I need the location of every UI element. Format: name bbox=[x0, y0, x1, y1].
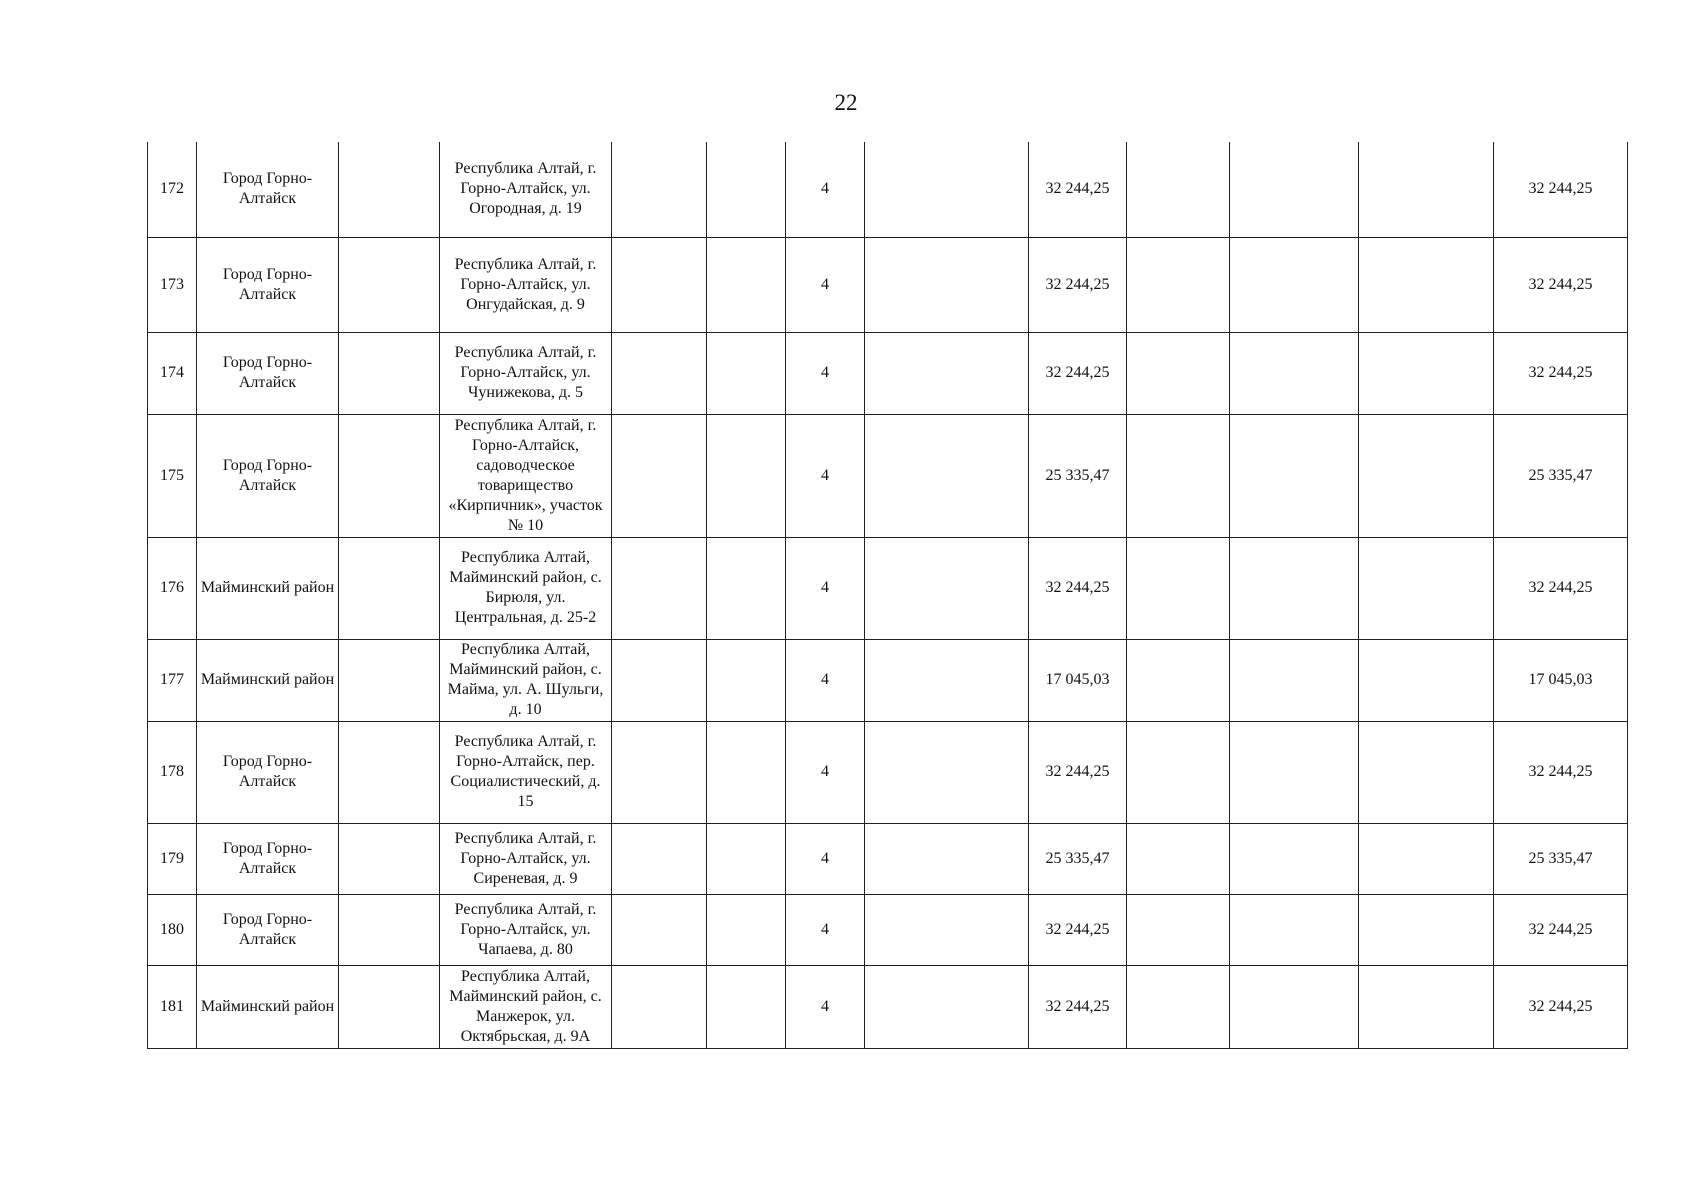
address-cell: Республика Алтай, г. Горно-Алтайск, ул. Огородная, д. 19 bbox=[440, 142, 612, 237]
empty-cell bbox=[865, 332, 1029, 414]
total-cell: 32 244,25 bbox=[1494, 721, 1628, 823]
row-number: 180 bbox=[148, 894, 197, 965]
empty-cell bbox=[1127, 965, 1230, 1048]
empty-cell bbox=[1127, 142, 1230, 237]
empty-cell bbox=[707, 965, 786, 1048]
address-cell: Республика Алтай, г. Горно-Алтайск, ул. Онгудайская, д. 9 bbox=[440, 237, 612, 332]
table-row bbox=[148, 721, 1628, 823]
row-number: 181 bbox=[148, 965, 197, 1048]
row-number: 177 bbox=[148, 639, 197, 721]
empty-cell bbox=[1230, 237, 1359, 332]
amount-cell: 32 244,25 bbox=[1029, 965, 1127, 1048]
empty-cell bbox=[1359, 332, 1494, 414]
persons-cell: 4 bbox=[786, 414, 865, 537]
empty-cell bbox=[339, 332, 440, 414]
municipality-cell: Город Горно-Алтайск bbox=[197, 332, 339, 414]
row-number: 172 bbox=[148, 142, 197, 237]
empty-cell bbox=[1359, 639, 1494, 721]
empty-cell bbox=[1230, 894, 1359, 965]
address-cell: Республика Алтай, Майминский район, с. Манжерок, ул. Октябрьская, д. 9А bbox=[440, 965, 612, 1048]
empty-cell bbox=[707, 237, 786, 332]
table-row bbox=[148, 414, 1628, 537]
empty-cell bbox=[612, 537, 707, 639]
total-cell: 25 335,47 bbox=[1494, 823, 1628, 894]
empty-cell bbox=[339, 537, 440, 639]
empty-cell bbox=[612, 639, 707, 721]
table-row bbox=[148, 142, 1628, 237]
empty-cell bbox=[612, 142, 707, 237]
empty-cell bbox=[1230, 414, 1359, 537]
empty-cell bbox=[1359, 537, 1494, 639]
empty-cell bbox=[865, 965, 1029, 1048]
empty-cell bbox=[612, 332, 707, 414]
page-number: 22 bbox=[834, 90, 858, 115]
empty-cell bbox=[1359, 237, 1494, 332]
municipality-cell: Майминский район bbox=[197, 965, 339, 1048]
amount-cell: 32 244,25 bbox=[1029, 721, 1127, 823]
table-row bbox=[148, 965, 1628, 1048]
persons-cell: 4 bbox=[786, 823, 865, 894]
empty-cell bbox=[865, 142, 1029, 237]
address-cell: Республика Алтай, г. Горно-Алтайск, садоводческое товарищество «Кирпичник», участок № 10 bbox=[440, 414, 612, 537]
empty-cell bbox=[1127, 894, 1230, 965]
table-row bbox=[148, 332, 1628, 414]
empty-cell bbox=[1230, 142, 1359, 237]
amount-cell: 32 244,25 bbox=[1029, 332, 1127, 414]
address-cell: Республика Алтай, Майминский район, с. Бирюля, ул. Центральная, д. 25-2 bbox=[440, 537, 612, 639]
row-number: 179 bbox=[148, 823, 197, 894]
empty-cell bbox=[1127, 721, 1230, 823]
table-row bbox=[148, 237, 1628, 332]
empty-cell bbox=[1127, 639, 1230, 721]
total-cell: 17 045,03 bbox=[1494, 639, 1628, 721]
empty-cell bbox=[612, 414, 707, 537]
total-cell: 32 244,25 bbox=[1494, 894, 1628, 965]
empty-cell bbox=[865, 537, 1029, 639]
empty-cell bbox=[1230, 537, 1359, 639]
address-cell: Республика Алтай, г. Горно-Алтайск, ул. Чунижекова, д. 5 bbox=[440, 332, 612, 414]
empty-cell bbox=[865, 894, 1029, 965]
persons-cell: 4 bbox=[786, 537, 865, 639]
empty-cell bbox=[1230, 965, 1359, 1048]
amount-cell: 32 244,25 bbox=[1029, 237, 1127, 332]
empty-cell bbox=[707, 894, 786, 965]
empty-cell bbox=[612, 894, 707, 965]
empty-cell bbox=[865, 639, 1029, 721]
empty-cell bbox=[707, 823, 786, 894]
empty-cell bbox=[865, 721, 1029, 823]
empty-cell bbox=[339, 721, 440, 823]
empty-cell bbox=[339, 237, 440, 332]
empty-cell bbox=[339, 414, 440, 537]
table-row bbox=[148, 823, 1628, 894]
total-cell: 32 244,25 bbox=[1494, 537, 1628, 639]
empty-cell bbox=[339, 894, 440, 965]
empty-cell bbox=[865, 414, 1029, 537]
amount-cell: 17 045,03 bbox=[1029, 639, 1127, 721]
empty-cell bbox=[865, 823, 1029, 894]
row-number: 178 bbox=[148, 721, 197, 823]
municipality-cell: Майминский район bbox=[197, 639, 339, 721]
municipality-cell: Город Горно-Алтайск bbox=[197, 414, 339, 537]
empty-cell bbox=[1359, 142, 1494, 237]
empty-cell bbox=[707, 639, 786, 721]
empty-cell bbox=[707, 537, 786, 639]
municipality-cell: Майминский район bbox=[197, 537, 339, 639]
address-cell: Республика Алтай, г. Горно-Алтайск, пер. Социалистический, д. 15 bbox=[440, 721, 612, 823]
empty-cell bbox=[707, 414, 786, 537]
row-number: 173 bbox=[148, 237, 197, 332]
total-cell: 32 244,25 bbox=[1494, 965, 1628, 1048]
amount-cell: 32 244,25 bbox=[1029, 894, 1127, 965]
address-cell: Республика Алтай, Майминский район, с. Майма, ул. А. Шульги, д. 10 bbox=[440, 639, 612, 721]
empty-cell bbox=[1359, 414, 1494, 537]
empty-cell bbox=[612, 237, 707, 332]
empty-cell bbox=[1127, 823, 1230, 894]
address-cell: Республика Алтай, г. Горно-Алтайск, ул. Сиреневая, д. 9 bbox=[440, 823, 612, 894]
table-row bbox=[148, 894, 1628, 965]
empty-cell bbox=[707, 721, 786, 823]
municipality-cell: Город Горно-Алтайск bbox=[197, 894, 339, 965]
empty-cell bbox=[612, 823, 707, 894]
total-cell: 32 244,25 bbox=[1494, 332, 1628, 414]
total-cell: 25 335,47 bbox=[1494, 414, 1628, 537]
empty-cell bbox=[339, 823, 440, 894]
table-row bbox=[148, 537, 1628, 639]
municipality-cell: Город Горно-Алтайск bbox=[197, 823, 339, 894]
municipality-cell: Город Горно-Алтайск bbox=[197, 142, 339, 237]
row-number: 176 bbox=[148, 537, 197, 639]
empty-cell bbox=[1230, 823, 1359, 894]
empty-cell bbox=[1359, 894, 1494, 965]
table-row bbox=[148, 639, 1628, 721]
persons-cell: 4 bbox=[786, 894, 865, 965]
row-number: 175 bbox=[148, 414, 197, 537]
empty-cell bbox=[339, 142, 440, 237]
empty-cell bbox=[1127, 414, 1230, 537]
amount-cell: 32 244,25 bbox=[1029, 142, 1127, 237]
empty-cell bbox=[1359, 721, 1494, 823]
persons-cell: 4 bbox=[786, 639, 865, 721]
persons-cell: 4 bbox=[786, 965, 865, 1048]
municipality-cell: Город Горно-Алтайск bbox=[197, 237, 339, 332]
row-number: 174 bbox=[148, 332, 197, 414]
address-cell: Республика Алтай, г. Горно-Алтайск, ул. Чапаева, д. 80 bbox=[440, 894, 612, 965]
empty-cell bbox=[1230, 639, 1359, 721]
persons-cell: 4 bbox=[786, 237, 865, 332]
empty-cell bbox=[1230, 332, 1359, 414]
amount-cell: 25 335,47 bbox=[1029, 414, 1127, 537]
empty-cell bbox=[865, 237, 1029, 332]
empty-cell bbox=[1127, 537, 1230, 639]
total-cell: 32 244,25 bbox=[1494, 142, 1628, 237]
empty-cell bbox=[1127, 332, 1230, 414]
persons-cell: 4 bbox=[786, 721, 865, 823]
empty-cell bbox=[339, 965, 440, 1048]
total-cell: 32 244,25 bbox=[1494, 237, 1628, 332]
empty-cell bbox=[1127, 237, 1230, 332]
empty-cell bbox=[612, 965, 707, 1048]
empty-cell bbox=[707, 332, 786, 414]
empty-cell bbox=[612, 721, 707, 823]
amount-cell: 32 244,25 bbox=[1029, 537, 1127, 639]
persons-cell: 4 bbox=[786, 142, 865, 237]
empty-cell bbox=[1359, 823, 1494, 894]
empty-cell bbox=[339, 639, 440, 721]
empty-cell bbox=[1359, 965, 1494, 1048]
persons-cell: 4 bbox=[786, 332, 865, 414]
empty-cell bbox=[1230, 721, 1359, 823]
registry-table bbox=[147, 142, 1628, 1049]
amount-cell: 25 335,47 bbox=[1029, 823, 1127, 894]
empty-cell bbox=[707, 142, 786, 237]
municipality-cell: Город Горно-Алтайск bbox=[197, 721, 339, 823]
